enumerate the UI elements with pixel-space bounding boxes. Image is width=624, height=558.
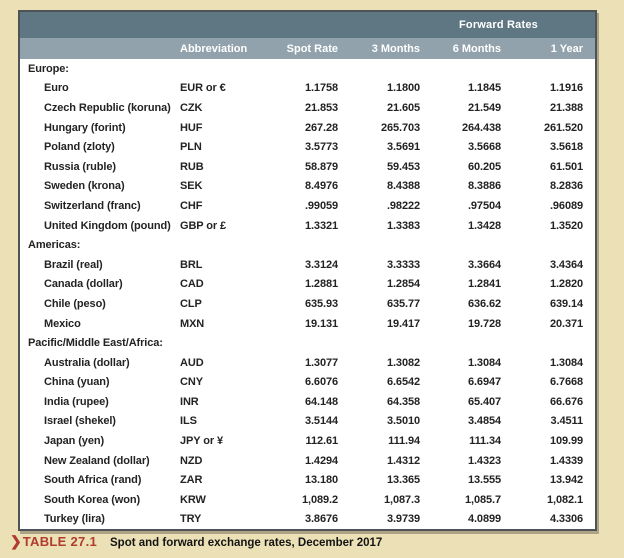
spot-rate-value: 635.93: [304, 297, 338, 310]
forward-1-year-value: 8.2836: [549, 180, 583, 193]
currency-row: [20, 177, 595, 197]
forward-3-months-value: 1,087.3: [383, 493, 420, 506]
forward-6-months-value: .97504: [467, 199, 501, 212]
spot-rate-value: 1.2881: [304, 278, 338, 291]
forward-6-months-value: 60.205: [467, 160, 501, 173]
currency-row: [20, 79, 595, 99]
section-label: Europe:: [28, 62, 69, 75]
forward-1-year-value: 3.5618: [549, 141, 583, 154]
forward-6-months-value: 1.3084: [467, 356, 501, 369]
country-label: Australia (dollar): [44, 356, 130, 369]
abbreviation-column-header: Abbreviation: [180, 38, 268, 59]
forward-3-months-value: 19.417: [386, 317, 420, 330]
currency-row: [20, 412, 595, 432]
country-label: New Zealand (dollar): [44, 454, 150, 467]
country-label: Sweden (krona): [44, 180, 125, 193]
spot-rate-value: 3.3124: [304, 258, 338, 271]
currency-row: [20, 196, 595, 216]
forward-1-year-value: .96089: [549, 199, 583, 212]
caption-table-number: TABLE 27.1: [22, 534, 98, 549]
spot-rate-value: 64.148: [304, 395, 338, 408]
forward-6-months-value: 3.4854: [467, 415, 501, 428]
forward-6-months-value: 4.0899: [467, 513, 501, 526]
country-column-header: [20, 38, 180, 59]
spot-rate-value: 3.5773: [304, 141, 338, 154]
forward-3-months-value: 6.6542: [386, 376, 420, 389]
forward-3-months-value: 111.94: [388, 435, 420, 448]
currency-abbreviation: CAD: [180, 278, 204, 291]
currency-row: [20, 118, 595, 138]
forward-3-months-value: 635.77: [386, 297, 420, 310]
spot-rate-value: 6.6076: [304, 376, 338, 389]
country-label: Hungary (forint): [44, 121, 126, 134]
spot-rate-value: 3.8676: [304, 513, 338, 526]
currency-row: [20, 137, 595, 157]
forward-6-months-value: 21.549: [467, 101, 501, 114]
forward-3-months-value: 64.358: [386, 395, 420, 408]
forward-3-months-value: 8.4388: [386, 180, 420, 193]
forward-3-months-value: 3.3333: [386, 258, 420, 271]
currency-abbreviation: ILS: [180, 415, 197, 428]
currency-abbreviation: CLP: [180, 297, 202, 310]
forward-6-months-value: 111.34: [469, 435, 501, 448]
forward-3-months-value: 1.2854: [386, 278, 420, 291]
currency-row: [20, 255, 595, 275]
currency-abbreviation: TRY: [180, 513, 202, 526]
currency-abbreviation: KRW: [180, 493, 206, 506]
country-label: Turkey (lira): [44, 513, 105, 526]
currency-abbreviation: EUR or €: [180, 82, 226, 95]
forward-6-months-value: 1.1845: [467, 82, 501, 95]
country-label: Japan (yen): [44, 435, 105, 448]
currency-abbreviation: MXN: [180, 317, 205, 330]
spot-rate-value: 1.1758: [304, 82, 338, 95]
three-months-column-header: 3 Months: [350, 38, 432, 59]
currency-abbreviation: CHF: [180, 199, 203, 212]
header-spacer: [20, 12, 350, 38]
currency-row: [20, 373, 595, 393]
currency-abbreviation: AUD: [180, 356, 204, 369]
six-months-column-header: 6 Months: [432, 38, 513, 59]
country-label: India (rupee): [44, 395, 109, 408]
currency-abbreviation: CZK: [180, 101, 203, 114]
currency-row: [20, 431, 595, 451]
forward-1-year-value: 1.2820: [549, 278, 583, 291]
forward-1-year-value: 261.520: [543, 121, 583, 134]
forward-1-year-value: 3.4511: [550, 415, 583, 428]
forward-3-months-value: 3.9739: [386, 513, 420, 526]
forward-3-months-value: 3.5691: [386, 141, 420, 154]
country-label: Euro: [44, 82, 69, 95]
forward-6-months-value: 1,085.7: [464, 493, 501, 506]
forward-1-year-value: 3.4364: [549, 258, 583, 271]
spot-rate-value: 1,089.2: [301, 493, 338, 506]
rates-table: [20, 12, 595, 529]
forward-3-months-value: 1.3082: [386, 356, 420, 369]
spot-rate-value: 19.131: [304, 317, 338, 330]
currency-row: [20, 510, 595, 530]
currency-row: [20, 392, 595, 412]
spot-rate-value: 8.4976: [304, 180, 338, 193]
currency-abbreviation: JPY or ¥: [180, 435, 224, 448]
section-row: [20, 59, 595, 79]
forward-1-year-value: 13.942: [549, 474, 583, 487]
exchange-rates-table: [18, 10, 597, 531]
currency-abbreviation: ZAR: [180, 474, 203, 487]
forward-1-year-value: 61.501: [549, 160, 583, 173]
spot-rate-value: 21.853: [304, 101, 338, 114]
currency-row: [20, 98, 595, 118]
forward-6-months-value: 65.407: [467, 395, 501, 408]
currency-abbreviation: CNY: [180, 376, 203, 389]
country-label: South Korea (won): [44, 493, 141, 506]
country-label: Mexico: [44, 317, 81, 330]
forward-6-months-value: 8.3886: [467, 180, 501, 193]
forward-6-months-value: 13.555: [467, 474, 501, 487]
country-label: Czech Republic (koruna): [44, 101, 171, 114]
country-label: Canada (dollar): [44, 278, 123, 291]
spot-rate-value: .99059: [304, 199, 338, 212]
forward-6-months-value: 6.6947: [467, 376, 501, 389]
section-row: [20, 235, 595, 255]
currency-abbreviation: RUB: [180, 160, 204, 173]
currency-row: [20, 216, 595, 236]
forward-3-months-value: 265.703: [380, 121, 420, 134]
currency-abbreviation: HUF: [180, 121, 203, 134]
caption-text: Spot and forward exchange rates, December 2017: [110, 537, 383, 549]
forward-1-year-value: 109.99: [549, 435, 583, 448]
spot-rate-value: 112.61: [305, 435, 338, 448]
forward-6-months-value: 264.438: [461, 121, 501, 134]
section-label: Pacific/Middle East/Africa:: [28, 337, 163, 350]
currency-abbreviation: INR: [180, 395, 199, 408]
forward-1-year-value: 1.3520: [549, 219, 583, 232]
currency-row: [20, 353, 595, 373]
forward-3-months-value: 21.605: [386, 101, 420, 114]
one-year-column-header: 1 Year: [513, 38, 595, 59]
country-label: China (yuan): [44, 376, 110, 389]
currency-abbreviation: NZD: [180, 454, 203, 467]
currency-abbreviation: SEK: [180, 180, 203, 193]
forward-1-year-value: 20.371: [549, 317, 583, 330]
currency-row: [20, 490, 595, 510]
forward-3-months-value: 13.365: [386, 474, 420, 487]
forward-3-months-value: 1.4312: [386, 454, 420, 467]
forward-1-year-value: 6.7668: [549, 376, 583, 389]
spot-rate-value: 1.4294: [304, 454, 338, 467]
spot-rate-value: 13.180: [304, 474, 338, 487]
currency-row: [20, 294, 595, 314]
currency-abbreviation: PLN: [180, 141, 202, 154]
spot-rate-value: 3.5144: [304, 415, 338, 428]
forward-1-year-value: 1,082.1: [546, 493, 583, 506]
forward-6-months-value: 1.2841: [467, 278, 501, 291]
forward-1-year-value: 1.1916: [549, 82, 583, 95]
country-label: Brazil (real): [44, 258, 103, 271]
country-label: United Kingdom (pound): [44, 219, 171, 232]
spot-rate-value: 1.3321: [304, 219, 338, 232]
column-header-row: [20, 38, 595, 59]
forward-3-months-value: 1.3383: [386, 219, 420, 232]
country-label: Poland (zloty): [44, 141, 115, 154]
spot-rate-value: 58.879: [304, 160, 338, 173]
spot-rate-value: 1.3077: [304, 356, 338, 369]
forward-1-year-value: 66.676: [549, 395, 583, 408]
section-label: Americas:: [28, 239, 81, 252]
forward-1-year-value: 1.4339: [549, 454, 583, 467]
header-group-row: [20, 12, 595, 38]
forward-6-months-value: 3.5668: [467, 141, 501, 154]
table-caption: [10, 534, 382, 549]
currency-row: [20, 314, 595, 334]
currency-row: [20, 157, 595, 177]
spot-rate-value: 267.28: [304, 121, 338, 134]
currency-row: [20, 275, 595, 295]
country-label: Chile (peso): [44, 297, 106, 310]
currency-abbreviation: BRL: [180, 258, 203, 271]
forward-1-year-value: 21.388: [549, 101, 583, 114]
forward-6-months-value: 3.3664: [467, 258, 501, 271]
forward-3-months-value: .98222: [386, 199, 420, 212]
forward-1-year-value: 4.3306: [549, 513, 583, 526]
forward-6-months-value: 636.62: [467, 297, 501, 310]
forward-3-months-value: 1.1800: [386, 82, 420, 95]
forward-6-months-value: 19.728: [467, 317, 501, 330]
caption-arrow-icon: ❯: [10, 533, 22, 549]
forward-rates-header: Forward Rates: [350, 12, 595, 38]
forward-6-months-value: 1.3428: [467, 219, 501, 232]
currency-row: [20, 470, 595, 490]
country-label: South Africa (rand): [44, 474, 142, 487]
forward-3-months-value: 59.453: [386, 160, 420, 173]
currency-abbreviation: GBP or £: [180, 219, 227, 232]
forward-3-months-value: 3.5010: [386, 415, 420, 428]
spot-rate-column-header: Spot Rate: [268, 38, 350, 59]
forward-1-year-value: 639.14: [549, 297, 583, 310]
country-label: Switzerland (franc): [44, 199, 141, 212]
country-label: Israel (shekel): [44, 415, 116, 428]
forward-6-months-value: 1.4323: [467, 454, 501, 467]
country-label: Russia (ruble): [44, 160, 116, 173]
section-row: [20, 333, 595, 353]
currency-row: [20, 451, 595, 471]
forward-1-year-value: 1.3084: [549, 356, 583, 369]
